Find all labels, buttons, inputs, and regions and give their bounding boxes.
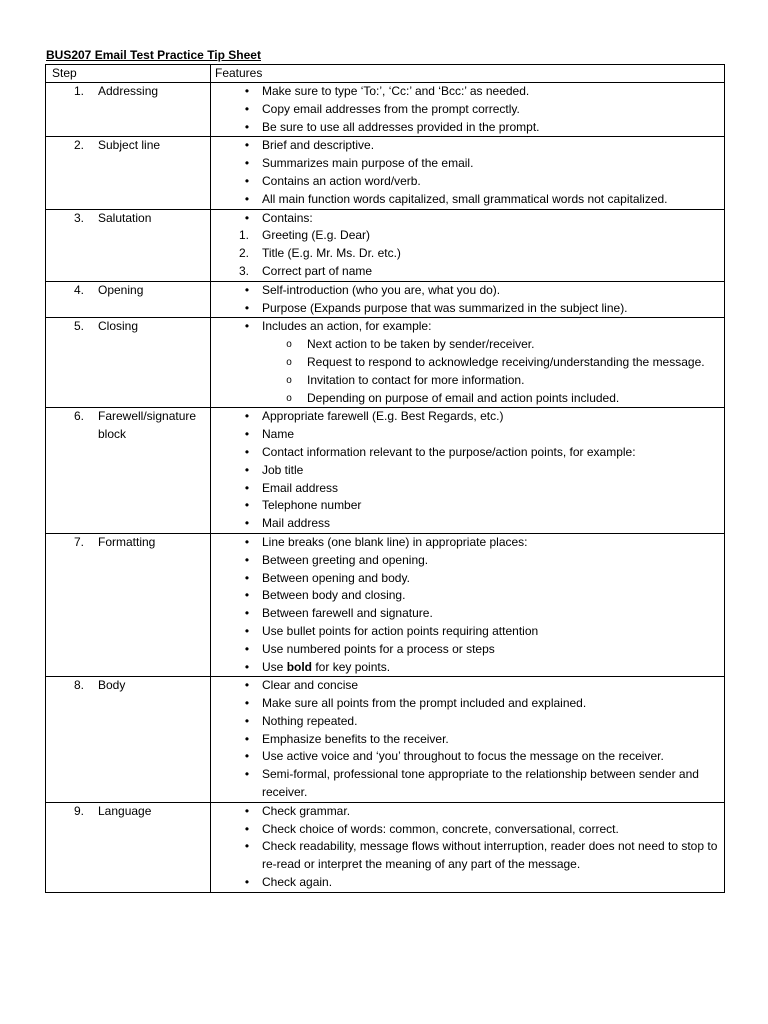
feature-item (211, 731, 724, 749)
header-row (46, 65, 725, 83)
feature-item (211, 534, 724, 552)
feature-text: Check again. (262, 875, 333, 890)
feature-item (211, 210, 724, 228)
bullet-marker: • (244, 731, 250, 746)
bullet-marker: • (244, 84, 250, 98)
feature-item (211, 821, 724, 839)
sub-bullet-marker: o (286, 339, 292, 351)
feature-text: Between farewell and signature. (262, 606, 433, 621)
bullet-marker: • (244, 623, 250, 638)
bullet-marker: • (244, 282, 250, 297)
feature-item (211, 119, 724, 137)
feature-item (211, 605, 724, 623)
number-marker: 3. (239, 263, 250, 278)
bullet-marker: • (244, 319, 250, 334)
header-features: Features (211, 65, 725, 83)
table-row (46, 408, 725, 534)
feature-text: Line breaks (one blank line) in appropriate places: (262, 534, 528, 549)
feature-text: Greeting (E.g. Dear) (262, 228, 371, 243)
bullet-marker: • (244, 839, 250, 854)
step-label (46, 137, 210, 155)
feature-text: Make sure to type ‘To:’, ‘Cc:’ and ‘Bcc:’ as needed. (262, 84, 530, 98)
feature-text: Self-introduction (who you are, what you do). (262, 282, 501, 297)
sub-bullet-marker: o (286, 374, 292, 386)
feature-item (211, 83, 724, 101)
step-cell (46, 802, 211, 892)
feature-item (211, 713, 724, 731)
feature-item (211, 695, 724, 713)
header-step: Step (46, 65, 211, 83)
feature-text: Between opening and body. (262, 570, 410, 585)
features-cell (211, 408, 725, 534)
feature-text: Use bullet points for action points requiring attention (262, 623, 539, 638)
step-label (46, 803, 210, 821)
step-name: Salutation (98, 210, 152, 225)
feature-text: Title (E.g. Mr. Ms. Dr. etc.) (262, 246, 401, 261)
feature-item (211, 336, 724, 354)
feature-item (211, 766, 724, 802)
bullet-marker: • (244, 516, 250, 531)
feature-item (211, 354, 724, 372)
feature-text: Mail address (262, 516, 331, 531)
feature-text: Use active voice and ‘you’ throughout to focus the message on the receiver. (262, 749, 664, 764)
feature-text: for key points. (312, 659, 391, 674)
step-name: Addressing (98, 84, 159, 98)
step-label (46, 534, 210, 552)
bullet-marker: • (244, 444, 250, 459)
step-cell (46, 83, 211, 137)
step-label (46, 408, 210, 444)
feature-item (211, 838, 724, 874)
step-label (46, 210, 210, 228)
feature-item (211, 515, 724, 533)
step-label (46, 318, 210, 336)
feature-text: Emphasize benefits to the receiver. (262, 731, 449, 746)
bullet-marker: • (244, 480, 250, 495)
feature-item (211, 480, 724, 498)
feature-item (211, 227, 724, 245)
bullet-marker: • (244, 300, 250, 315)
table-row (46, 802, 725, 892)
feature-item (211, 155, 724, 173)
step-label (46, 83, 210, 101)
feature-item (211, 191, 724, 209)
step-name: Body (98, 678, 126, 693)
feature-text: Make sure all points from the prompt included and explained. (262, 696, 587, 711)
feature-text: Check readability, message flows without interruption, reader does not need to stop to re-read or interpret the meaning of any part of the message. (262, 839, 718, 872)
feature-item (211, 552, 724, 570)
table-row (46, 83, 725, 137)
feature-text: All main function words capitalized, small grammatical words not capitalized. (262, 191, 668, 206)
bullet-marker: • (244, 409, 250, 424)
sub-bullet-marker: o (286, 356, 292, 368)
bullet-marker: • (244, 696, 250, 711)
feature-item (211, 390, 724, 408)
feature-text: Between greeting and opening. (262, 552, 429, 567)
step-cell (46, 677, 211, 803)
step-cell (46, 137, 211, 209)
feature-item (211, 426, 724, 444)
feature-text: Summarizes main purpose of the email. (262, 156, 474, 171)
feature-item (211, 874, 724, 892)
feature-item (211, 570, 724, 588)
feature-text: Purpose (Expands purpose that was summarized in the subject line). (262, 300, 628, 315)
feature-item (211, 659, 724, 677)
table-row (46, 533, 725, 676)
features-cell (211, 802, 725, 892)
step-number: 1. (74, 84, 85, 98)
step-name: Formatting (98, 534, 156, 549)
step-cell (46, 533, 211, 676)
bullet-marker: • (244, 462, 250, 477)
feature-text: Job title (262, 462, 304, 477)
bullet-marker: • (244, 498, 250, 513)
feature-text: Includes an action, for example: (262, 319, 432, 334)
feature-text: Semi-formal, professional tone appropriate to the relationship between sender and receiver. (262, 767, 699, 800)
feature-text: Use (262, 659, 287, 674)
step-name: Subject line (98, 138, 161, 153)
feature-item (211, 263, 724, 281)
feature-item (211, 318, 724, 336)
feature-item (211, 444, 724, 462)
bullet-marker: • (244, 119, 250, 134)
step-name: Farewell/signature block (98, 409, 197, 442)
feature-text: Be sure to use all addresses provided in the prompt. (262, 119, 540, 134)
bullet-marker: • (244, 552, 250, 567)
feature-text: Email address (262, 480, 339, 495)
feature-text: Appropriate farewell (E.g. Best Regards, etc.) (262, 409, 504, 424)
feature-item (211, 245, 724, 263)
step-cell (46, 281, 211, 318)
bullet-marker: • (244, 570, 250, 585)
feature-text: Correct part of name (262, 263, 373, 278)
feature-text: Invitation to contact for more information. (307, 372, 525, 387)
feature-item (211, 748, 724, 766)
step-number: 2. (74, 138, 85, 153)
step-number: 7. (74, 534, 85, 549)
bullet-marker: • (244, 875, 250, 890)
feature-text: Contains: (262, 210, 313, 225)
feature-item (211, 803, 724, 821)
features-cell (211, 83, 725, 137)
feature-item (211, 462, 724, 480)
step-number: 9. (74, 803, 85, 818)
step-number: 3. (74, 210, 85, 225)
table-row (46, 281, 725, 318)
features-cell (211, 209, 725, 281)
bullet-marker: • (244, 803, 250, 818)
table-row (46, 137, 725, 209)
features-cell (211, 533, 725, 676)
bullet-marker: • (244, 659, 250, 674)
step-cell (46, 209, 211, 281)
bullet-marker: • (244, 588, 250, 603)
feature-text: Nothing repeated. (262, 713, 358, 728)
bullet-marker: • (244, 210, 250, 225)
table-row (46, 209, 725, 281)
feature-item (211, 282, 724, 300)
feature-item (211, 587, 724, 605)
step-label (46, 282, 210, 300)
number-marker: 1. (239, 228, 250, 243)
feature-text: Use numbered points for a process or steps (262, 641, 495, 656)
feature-item (211, 101, 724, 119)
feature-text: Clear and concise (262, 678, 359, 693)
feature-item (211, 372, 724, 390)
feature-text: Contact information relevant to the purpose/action points, for example: (262, 444, 636, 459)
bullet-marker: • (244, 534, 250, 549)
step-number: 8. (74, 678, 85, 693)
feature-text: Check choice of words: common, concrete, conversational, correct. (262, 821, 619, 836)
bullet-marker: • (244, 173, 250, 188)
table-row (46, 318, 725, 408)
features-cell (211, 137, 725, 209)
feature-item (211, 173, 724, 191)
feature-item (211, 408, 724, 426)
bullet-marker: • (244, 427, 250, 442)
bullet-marker: • (244, 749, 250, 764)
bullet-marker: • (244, 138, 250, 153)
step-cell (46, 408, 211, 534)
document-title: BUS207 Email Test Practice Tip Sheet (46, 48, 261, 62)
step-name: Opening (98, 282, 144, 297)
bullet-marker: • (244, 767, 250, 782)
step-name: Language (98, 803, 152, 818)
step-number: 5. (74, 319, 85, 334)
features-cell (211, 281, 725, 318)
feature-text: Depending on purpose of email and action points included. (307, 390, 620, 405)
bullet-marker: • (244, 101, 250, 116)
feature-text: Copy email addresses from the prompt correctly. (262, 101, 520, 116)
bullet-marker: • (244, 713, 250, 728)
feature-item (211, 497, 724, 515)
step-cell (46, 318, 211, 408)
feature-item (211, 300, 724, 318)
feature-item (211, 137, 724, 155)
bullet-marker: • (244, 156, 250, 171)
step-name: Closing (98, 319, 139, 334)
table-row (46, 677, 725, 803)
feature-text: Request to respond to acknowledge receiving/understanding the message. (307, 354, 705, 369)
feature-item (211, 641, 724, 659)
bullet-marker: • (244, 641, 250, 656)
bullet-marker: • (244, 821, 250, 836)
feature-text: Brief and descriptive. (262, 138, 375, 153)
step-number: 4. (74, 282, 85, 297)
bullet-marker: • (244, 606, 250, 621)
feature-text: Telephone number (262, 498, 362, 513)
features-cell (211, 318, 725, 408)
bullet-marker: • (244, 191, 250, 206)
tip-sheet-table (45, 64, 725, 893)
bullet-marker: • (244, 678, 250, 693)
feature-bold-text: bold (286, 659, 313, 674)
number-marker: 2. (239, 246, 250, 261)
feature-text: Next action to be taken by sender/receiver. (307, 337, 535, 352)
step-label (46, 677, 210, 695)
sub-bullet-marker: o (286, 392, 292, 404)
step-number: 6. (74, 409, 85, 424)
feature-item (211, 677, 724, 695)
feature-text: Between body and closing. (262, 588, 406, 603)
feature-text: Check grammar. (262, 803, 351, 818)
feature-item (211, 623, 724, 641)
feature-text: Name (262, 427, 295, 442)
features-cell (211, 677, 725, 803)
feature-text: Contains an action word/verb. (262, 173, 421, 188)
